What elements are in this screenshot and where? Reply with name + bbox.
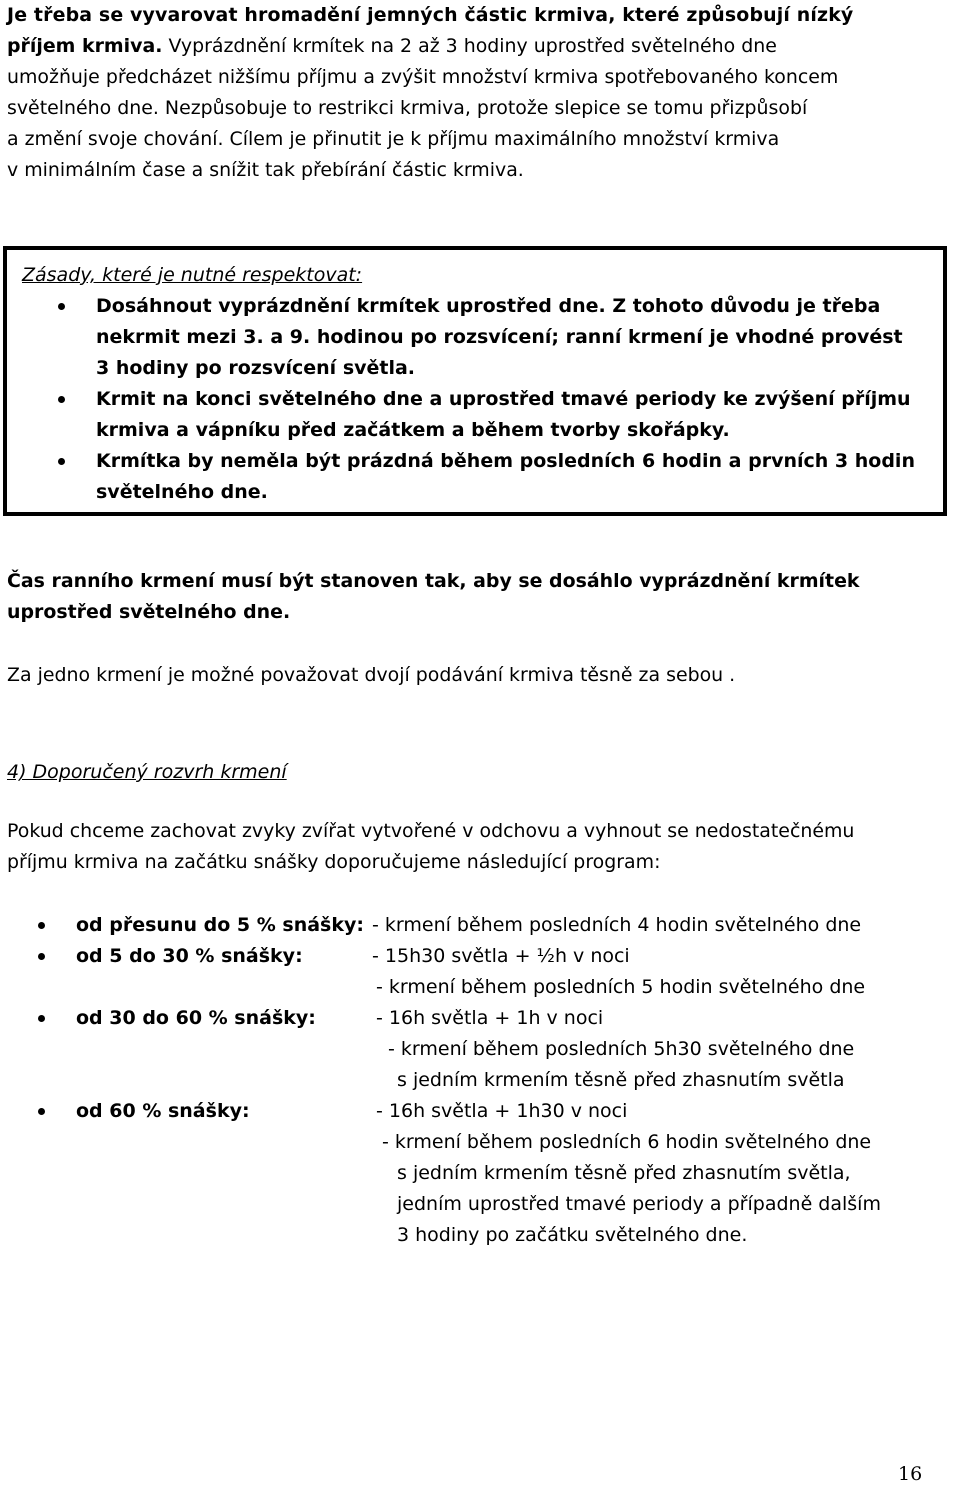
schedule-item [0,941,940,972]
schedule-label: od přesunu do 5 % snášky: [76,914,364,936]
intro-line-2 [7,31,777,62]
feeding-time-line-2: uprostřed světelného dne. [7,601,291,623]
schedule-label: od 5 do 30 % snášky: [76,945,303,967]
intro-line-2-rest: Vyprázdnění krmítek na 2 až 3 hodiny uprostřed světelného dne [162,35,777,57]
intro-line-2-bold: příjem krmiva. [7,35,163,57]
schedule-continuation [0,1220,940,1251]
rule-1-line-3: 3 hodiny po rozsvícení světla. [96,357,416,379]
intro-line-6: v minimálním čase a snížit tak přebírání částic krmiva. [7,159,524,181]
bullet-icon [38,922,45,929]
rule-2-line-1: Krmit na konci světelného dne a uprostřed tmavé periody ke zvýšení příjmu [96,388,911,410]
rules-box [3,246,947,516]
rule-item [7,446,943,508]
schedule-value: - krmení během posledních 6 hodin světelného dne [382,1131,872,1153]
schedule-value: - krmení během posledních 5h30 světelného dne [388,1038,855,1060]
intro-paragraph [7,0,927,186]
schedule-continuation [0,1158,940,1189]
schedule-value: 3 hodiny po začátku světelného dne. [397,1224,748,1246]
schedule-value: - 15h30 světla + ½h v noci [372,945,630,967]
schedule-label: od 60 % snášky: [76,1100,250,1122]
feeding-time-paragraph [7,566,927,628]
rule-2-line-2: krmiva a vápníku před začátkem a během tvorby skořápky. [96,419,730,441]
schedule-value: - krmení během posledních 5 hodin světelného dne [376,976,866,998]
feeding-time-line-1: Čas ranního krmení musí být stanoven tak, aby se dosáhlo vyprázdnění krmítek [7,570,860,592]
rule-1-line-2: nekrmit mezi 3. a 9. hodinou po rozsvícení; ranní krmení je vhodné provést [96,326,903,348]
rule-3-line-1: Krmítka by neměla být prázdná během posledních 6 hodin a prvních 3 hodin [96,450,915,472]
page-number: 16 [898,1463,923,1485]
bullet-icon [38,1015,45,1022]
program-line-1: Pokud chceme zachovat zvyky zvířat vytvořené v odchovu a vyhnout se nedostatečnému [7,820,855,842]
rule-item [7,384,943,446]
schedule-item [0,910,940,941]
feeding-schedule [0,910,940,1251]
double-feeding-paragraph [7,660,927,691]
double-feeding-text: Za jedno krmení je možné považovat dvojí podávání krmiva těsně za sebou . [7,664,736,686]
schedule-continuation [0,1065,940,1096]
schedule-value: s jedním krmením těsně před zhasnutím světla [397,1069,845,1091]
schedule-continuation [0,972,940,1003]
schedule-value: - 16h světla + 1h v noci [376,1007,604,1029]
section-heading: 4) Doporučený rozvrh krmení [7,761,287,783]
intro-line-5: a změní svoje chování. Cílem je přinutit je k příjmu maximálního množství krmiva [7,128,780,150]
rules-heading: Zásady, které je nutné respektovat: [22,264,363,286]
program-paragraph [7,816,927,878]
schedule-continuation [0,1034,940,1065]
bullet-icon [58,396,65,403]
intro-line-4: světelného dne. Nezpůsobuje to restrikci krmiva, protože slepice se tomu přizpůsobí [7,97,808,119]
intro-line-1: Je třeba se vyvarovat hromadění jemných částic krmiva, které způsobují nízký [7,4,854,26]
rule-1-line-1: Dosáhnout vyprázdnění krmítek uprostřed dne. Z tohoto důvodu je třeba [96,295,881,317]
schedule-value: jedním uprostřed tmavé periody a případně dalším [397,1193,881,1215]
schedule-item [0,1096,940,1127]
bullet-icon [58,458,65,465]
bullet-icon [38,1108,45,1115]
schedule-value: - 16h světla + 1h30 v noci [376,1100,628,1122]
schedule-value: - krmení během posledních 4 hodin světelného dne [372,914,862,936]
intro-line-3: umožňuje předcházet nižšímu příjmu a zvýšit množství krmiva spotřebovaného koncem [7,66,839,88]
bullet-icon [38,953,45,960]
schedule-continuation [0,1127,940,1158]
program-line-2: příjmu krmiva na začátku snášky doporučujeme následující program: [7,851,661,873]
rule-3-line-2: světelného dne. [96,481,268,503]
schedule-label: od 30 do 60 % snášky: [76,1007,316,1029]
schedule-continuation [0,1189,940,1220]
bullet-icon [58,303,65,310]
rules-list [7,291,943,508]
schedule-value: s jedním krmením těsně před zhasnutím světla, [397,1162,851,1184]
schedule-item [0,1003,940,1034]
rule-item [7,291,943,384]
